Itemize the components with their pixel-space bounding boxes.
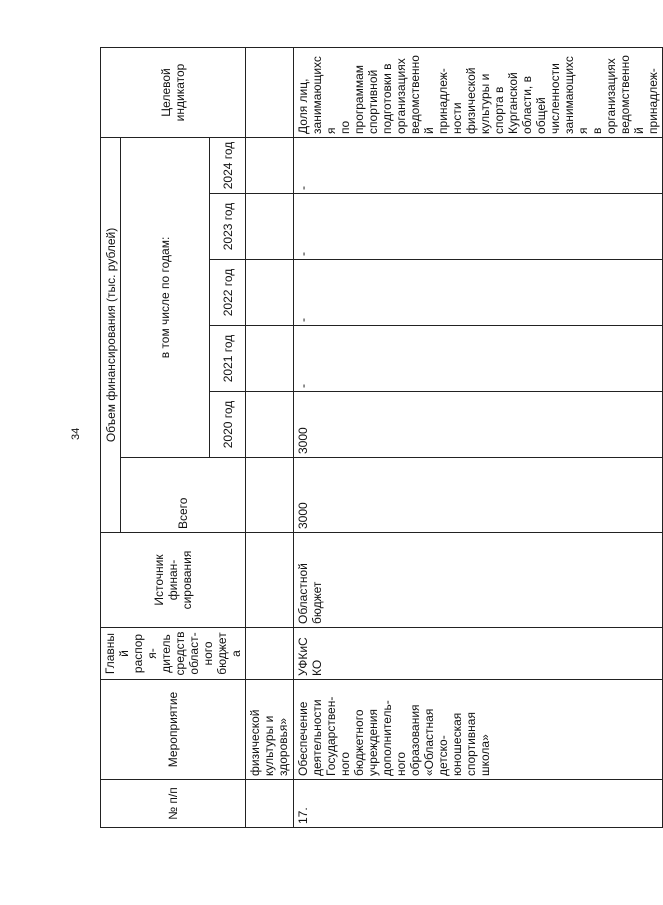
header-2021: 2021 год: [210, 326, 246, 392]
row-2022: -: [294, 260, 663, 326]
header-manager: Главный распоря-дитель средств област-ного бюджета: [101, 628, 246, 680]
row-2020: [246, 392, 294, 458]
table-row: [294, 47, 663, 827]
financing-table: [100, 47, 663, 828]
row-num: [246, 780, 294, 828]
row-total: 3000: [294, 458, 663, 533]
header-source: Источник финан-сирования: [101, 533, 246, 628]
row-measure: физической культуры и здоровья»: [246, 680, 294, 780]
table-row: [246, 47, 294, 827]
header-2024: 2024 год: [210, 137, 246, 193]
row-total: [246, 458, 294, 533]
row-2023: -: [294, 194, 663, 260]
row-manager: УФКиС КО: [294, 628, 663, 680]
row-2021: [246, 326, 294, 392]
header-2022: 2022 год: [210, 260, 246, 326]
header-2023: 2023 год: [210, 194, 246, 260]
row-indicator: [246, 47, 294, 137]
row-2022: [246, 260, 294, 326]
header-indicator: Целевой индикатор: [101, 47, 246, 137]
row-indicator: Доля лиц, занимающихся по программам спортивной подготовки в организациях ведомственной принадлеж- ности физической культуры и спорта в Курганской области, в общей численности занимающихся в организациях ведомственной принадлеж-: [294, 47, 663, 137]
header-volume: Объем финансирования (тыс. рублей): [101, 137, 121, 532]
row-measure: Обеспечение деятельности Государствен- ного бюджетного учреждения дополнитель- ного образования «Областная детско- юношеская спортивная школа»: [294, 680, 663, 780]
row-source: [246, 533, 294, 628]
row-2024: [246, 137, 294, 193]
page-number: 34: [70, 427, 82, 440]
header-by-years: в том числе по годам:: [121, 137, 210, 457]
header-measure: Мероприятие: [101, 680, 246, 780]
row-num: 17.: [294, 780, 663, 828]
header-2020: 2020 год: [210, 392, 246, 458]
row-2020: 3000: [294, 392, 663, 458]
header-num: № п/п: [101, 780, 246, 828]
row-2024: -: [294, 137, 663, 193]
row-source: Областной бюджет: [294, 533, 663, 628]
row-manager: [246, 628, 294, 680]
rotated-table-container: [100, 48, 660, 828]
header-total: Всего: [121, 458, 246, 533]
row-2021: -: [294, 326, 663, 392]
row-2023: [246, 194, 294, 260]
